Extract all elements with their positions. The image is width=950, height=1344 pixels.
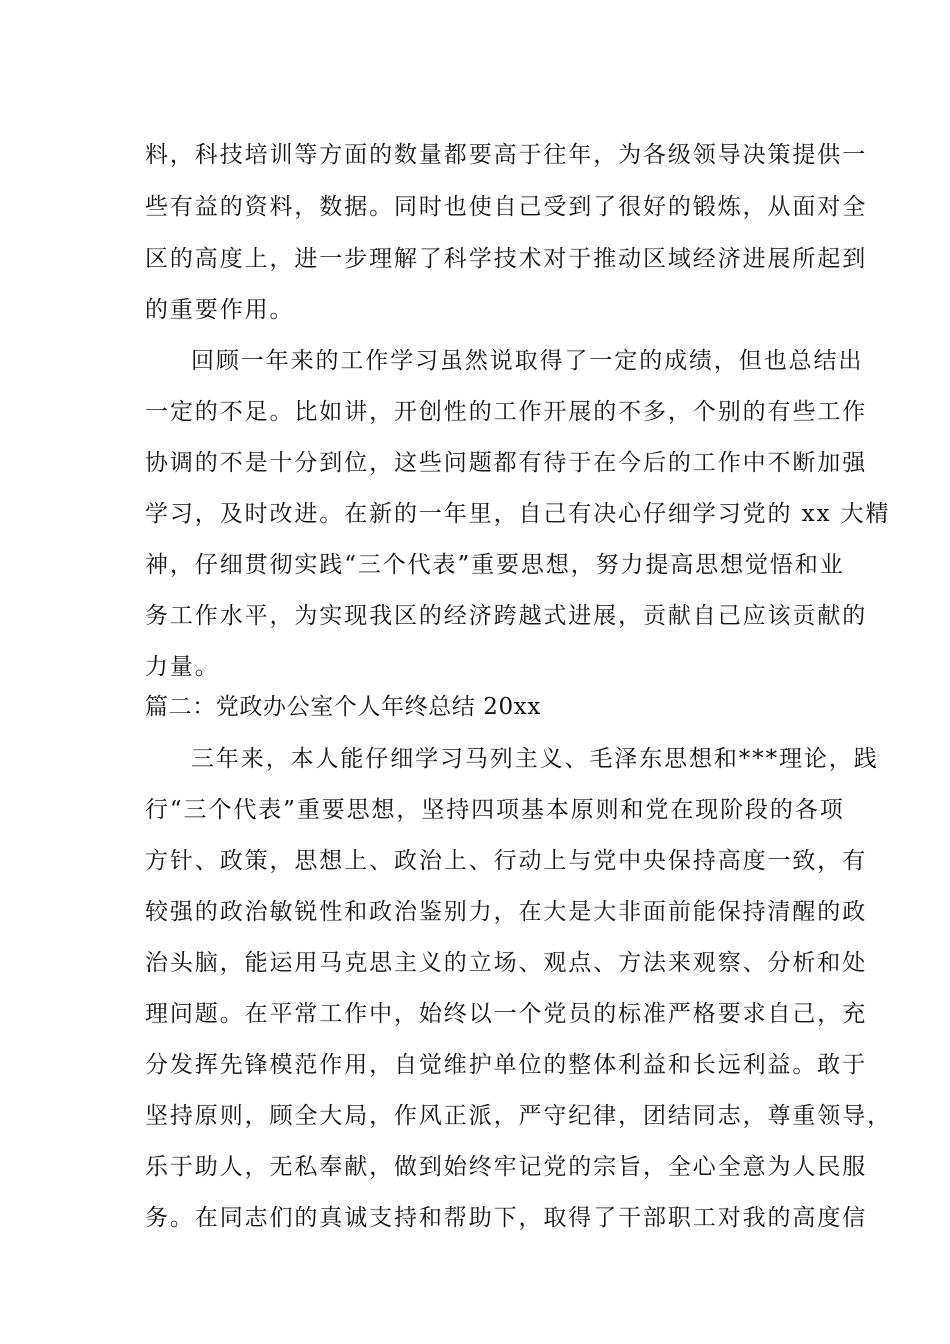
paragraph-3-line-5: 治头脑，能运用马克思主义的立场、观点、方法来观察、分析和处 xyxy=(145,950,868,976)
paragraph-3-line-9: 乐于助人，无私奉献，做到始终牢记党的宗旨，全心全意为人民服 xyxy=(145,1154,868,1180)
paragraph-2-line-1: 回顾一年来的工作学习虽然说取得了一定的成绩，但也总结出 xyxy=(191,348,864,374)
paragraph-3-line-4: 较强的政治敏锐性和政治鉴别力，在大是大非面前能保持清醒的政 xyxy=(145,899,868,925)
paragraph-2-line-3: 协调的不是十分到位，这些问题都有待于在今后的工作中不断加强 xyxy=(145,450,868,476)
paragraph-2-line-5: 神，仔细贯彻实践“三个代表”重要思想，努力提高思想觉悟和业 xyxy=(145,552,845,578)
paragraph-2-line-6: 务工作水平，为实现我区的经济跨越式进展，贡献自己应该贡献的 xyxy=(145,603,868,629)
paragraph-3-line-10: 务。在同志们的真诚支持和帮助下，取得了干部职工对我的高度信 xyxy=(145,1205,868,1231)
paragraph-1-line-1: 料，科技培训等方面的数量都要高于往年，为各级领导决策提供一 xyxy=(145,142,868,168)
paragraph-1-line-4: 的重要作用。 xyxy=(145,297,295,323)
paragraph-3-line-1: 三年来，本人能仔细学习马列主义、毛泽东思想和***理论，践 xyxy=(191,746,879,772)
paragraph-3-line-2: 行“三个代表”重要思想，坚持四项基本原则和党在现阶段的各项 xyxy=(145,797,845,823)
paragraph-3-line-6: 理问题。在平常工作中，始终以一个党员的标准严格要求自己，充 xyxy=(145,1001,868,1027)
section-heading: 篇二：党政办公室个人年终总结 20xx xyxy=(145,694,541,720)
paragraph-2-line-2: 一定的不足。比如讲，开创性的工作开展的不多，个别的有些工作 xyxy=(145,399,868,425)
paragraph-1-line-2: 些有益的资料，数据。同时也使自己受到了很好的锻炼，从面对全 xyxy=(145,194,868,220)
paragraph-3-line-7: 分发挥先锋模范作用，自觉维护单位的整体利益和长远利益。敢于 xyxy=(145,1052,868,1078)
paragraph-1-line-3: 区的高度上，进一步理解了科学技术对于推动区域经济进展所起到 xyxy=(145,246,868,272)
paragraph-3-line-3: 方针、政策，思想上、政治上、行动上与党中央保持高度一致，有 xyxy=(145,848,868,874)
paragraph-2-line-7: 力量。 xyxy=(145,654,220,680)
paragraph-3-line-8: 坚持原则，顾全大局，作风正派，严守纪律，团结同志，尊重领导， xyxy=(145,1103,892,1129)
paragraph-2-line-4: 学习，及时改进。在新的一年里，自己有决心仔细学习党的 xx 大精 xyxy=(145,501,891,527)
